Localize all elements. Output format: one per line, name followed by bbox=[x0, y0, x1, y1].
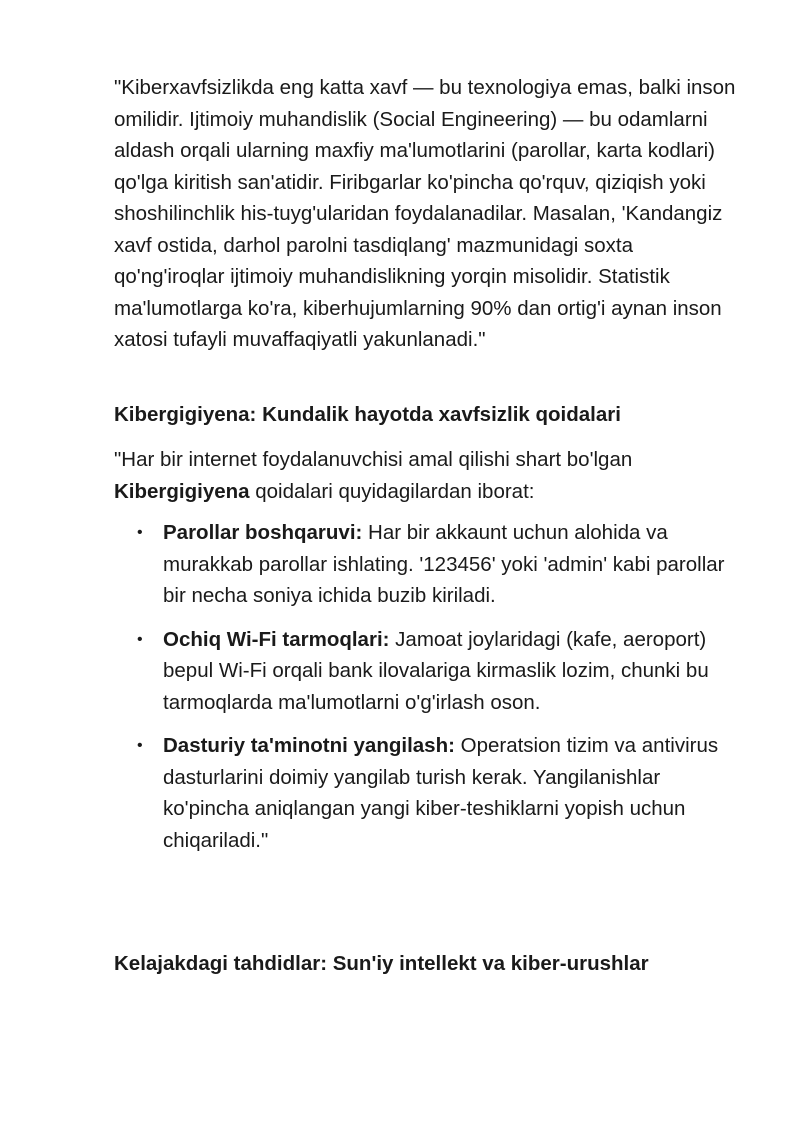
intro-text-end: qoidalari quyidagilardan iborat: bbox=[249, 479, 535, 503]
list-item-password-management bbox=[114, 517, 744, 612]
rule-title: Parollar boshqaruvi: bbox=[163, 521, 363, 544]
intro-text-start: "Har bir internet foydalanuvchisi amal qilishi shart bo'lgan bbox=[114, 448, 633, 471]
section-heading-future-threats: Kelajakdagi tahdidlar: Sun'iy intellekt va kiber-urushlar bbox=[114, 952, 649, 975]
document-page bbox=[114, 72, 744, 980]
intro-bold-term: Kibergigiyena bbox=[114, 479, 250, 503]
bullet-icon: • bbox=[137, 524, 143, 541]
section-heading-cyber-hygiene: Kibergigiyena: Kundalik hayotda xavfsizlik qoidalari bbox=[114, 402, 621, 426]
list-item-open-wifi bbox=[114, 624, 744, 719]
rule-text: Har bir akkaunt uchun alohida va murakkab parollar ishlating. '123456' yoki 'admin' kabi parollar bir necha soniya ichida buzib kiriladi. bbox=[163, 521, 725, 607]
rule-title: Ochiq Wi-Fi tarmoqlari: bbox=[163, 627, 390, 651]
bullet-icon: • bbox=[137, 737, 143, 754]
intro-quote-paragraph: "Kiberxavfsizlikda eng katta xavf — bu texnologiya emas, balki inson omilidir. Ijtimoiy muhandislik (Social Engineering) — bu odamlarni aldash orqali ularning maxfiy ma'lumotlarini (parollar, karta kodlari) qo'lga kiritish san'atidir. Firibgarlar ko'pincha qo'rquv, qiziqish yoki shoshilinchlik his-tuyg'ularidan foydalanadilar. Masalan, 'Kandangiz xavf ostida, darhol parolni tasdiqlang' mazmunidagi soxta qo'ng'iroqlar ijtimoiy muhandislikning yorqin misolidir. Statistik ma'lumotlarga ko'ra, kiberhujumlarning 90% dan ortig'i aynan inson xatosi tufayli muvaffaqiyatli yakunlanadi." bbox=[114, 76, 736, 351]
rule-text: Jamoat joylaridagi (kafe, aeroport) bepul Wi-Fi orqali bank ilovalariga kirmaslik lozim, chunki bu tarmoqlarda ma'lumotlarni o'g'irlash oson. bbox=[163, 627, 709, 714]
cyber-hygiene-rules-list bbox=[114, 517, 744, 856]
rule-title: Dasturiy ta'minotni yangilash: bbox=[163, 734, 455, 757]
cyber-hygiene-intro-paragraph bbox=[114, 444, 744, 507]
bullet-icon: • bbox=[137, 630, 143, 648]
rule-text: Operatsion tizim va antivirus dasturlarini doimiy yangilab turish kerak. Yangilanishlar ko'pincha aniqlangan yangi kiber-teshiklarni yopish uchun chiqariladi." bbox=[163, 734, 719, 852]
list-item-software-updates bbox=[114, 730, 744, 856]
